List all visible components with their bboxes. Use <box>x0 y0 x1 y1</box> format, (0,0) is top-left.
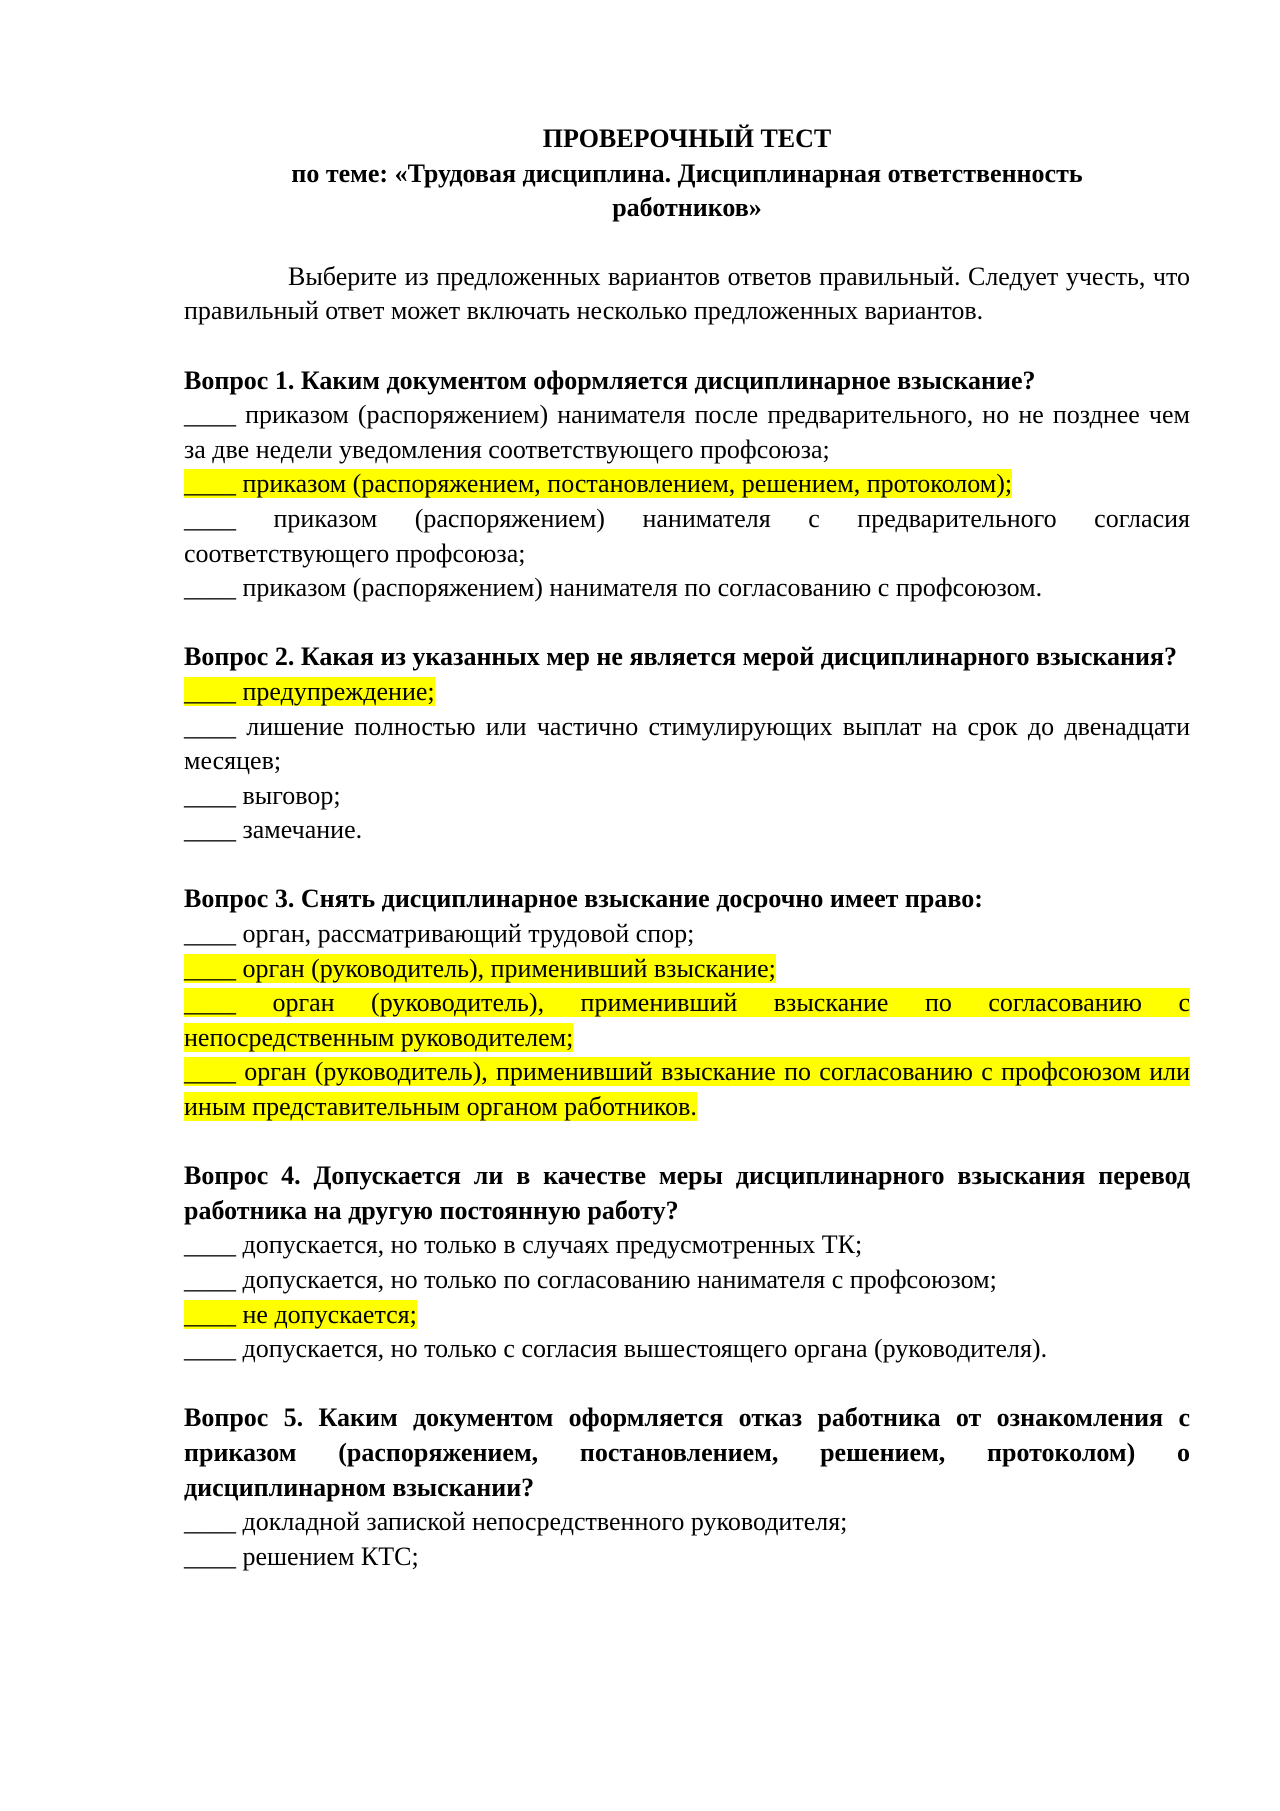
question-text: Вопрос 5. Каким документом оформляется отказ работника от ознакомления с приказом (распоряжением, постановлением, решением, протоколом) о дисциплинарном взыскании? <box>184 1403 1190 1502</box>
answer-option: ____ замечание. <box>184 815 363 845</box>
question-text: Вопрос 4. Допускается ли в качестве меры дисциплинарного взыскания перевод работника на другую постоянную работу? <box>184 1161 1190 1225</box>
document-subtitle-line-2: работников» <box>612 193 762 223</box>
answer-option: ____ выговор; <box>184 780 341 810</box>
answer-option-highlighted: ____ не допускается; <box>184 1299 417 1329</box>
document-title: ПРОВЕРОЧНЫЙ ТЕСТ <box>542 124 832 153</box>
answer-option-highlighted: ____ орган (руководитель), применивший взыскание по согласованию с непосредственным руководителем; <box>184 988 1190 1052</box>
answer-option: ____ приказом (распоряжением) нанимателя по согласованию с профсоюзом. <box>184 573 1043 603</box>
answer-option: ____ докладной запиской непосредственного руководителя; <box>184 1507 848 1537</box>
answer-option: ____ допускается, но только в случаях предусмотренных ТК; <box>184 1230 863 1260</box>
answer-option: ____ допускается, но только по согласованию нанимателя с профсоюзом; <box>184 1265 997 1294</box>
answer-option: ____ решением КТС; <box>184 1541 419 1571</box>
answer-option: ____ лишение полностью или частично стимулирующих выплат на срок до двенадцати месяцев; <box>184 711 1190 776</box>
question-4 <box>184 1159 1190 1367</box>
question-1 <box>184 364 1190 606</box>
question-text: Вопрос 3. Снять дисциплинарное взыскание досрочно имеет право: <box>184 884 983 914</box>
instructions-paragraph: Выберите из предложенных вариантов ответов правильный. Следует учесть, что правильный ответ может включать несколько предложенных вариантов. <box>184 261 1190 326</box>
question-text: Вопрос 1. Каким документом оформляется дисциплинарное взыскание? <box>184 365 1036 395</box>
answer-option: ____ приказом (распоряжением) нанимателя с предварительного согласия соответствующего профсоюза; <box>184 503 1190 568</box>
answer-option: ____ орган, рассматривающий трудовой спор; <box>184 919 695 949</box>
document-page <box>184 118 1190 1574</box>
answer-option-highlighted: ____ орган (руководитель), применивший взыскание; <box>184 953 776 983</box>
question-5 <box>184 1401 1190 1574</box>
question-3 <box>184 882 1190 1124</box>
answer-option-highlighted: ____ орган (руководитель), применивший взыскание по согласованию с профсоюзом или иным представительным органом работников. <box>184 1057 1190 1122</box>
question-text: Вопрос 2. Какая из указанных мер не является мерой дисциплинарного взыскания? <box>184 642 1177 672</box>
answer-option-highlighted: ____ приказом (распоряжением, постановлением, решением, протоколом); <box>184 469 1013 499</box>
answer-option-highlighted: ____ предупреждение; <box>184 676 435 706</box>
question-2 <box>184 640 1190 848</box>
document-subtitle-line-1: по теме: «Трудовая дисциплина. Дисциплинарная ответственность <box>291 158 1083 188</box>
answer-option: ____ приказом (распоряжением) нанимателя после предварительного, но не позднее чем за две недели уведомления соответствующего профсоюза; <box>184 400 1190 464</box>
answer-option: ____ допускается, но только с согласия вышестоящего органа (руководителя). <box>184 1334 1048 1364</box>
